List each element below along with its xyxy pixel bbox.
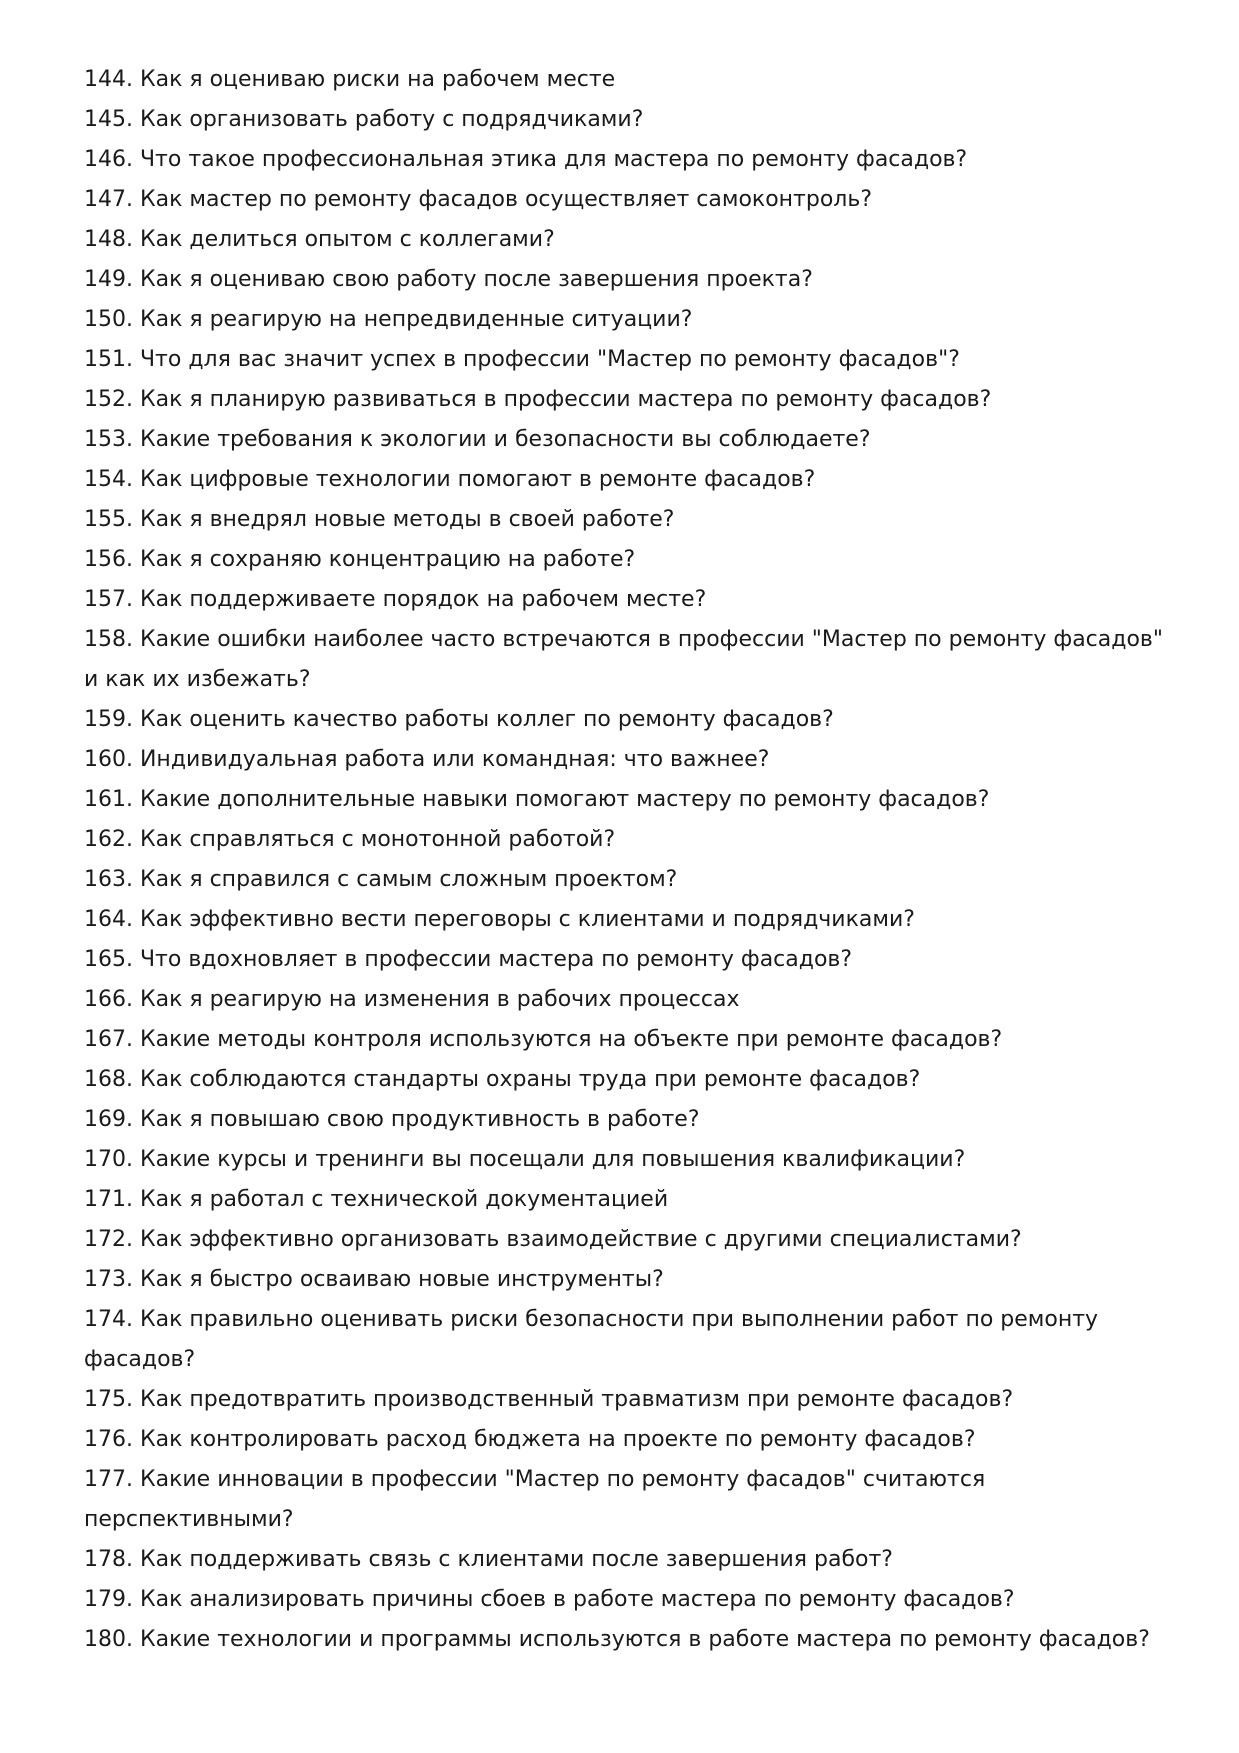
- question-item: 178. Как поддерживать связь с клиентами после завершения работ?: [84, 1547, 893, 1572]
- question-item: 171. Как я работал с технической документацией: [84, 1187, 669, 1212]
- question-item: 156. Как я сохраняю концентрацию на работе?: [84, 547, 636, 572]
- question-item: 148. Как делиться опытом с коллегами?: [84, 227, 555, 252]
- question-item: 149. Как я оцениваю свою работу после завершения проекта?: [84, 267, 813, 292]
- question-item: 151. Что для вас значит успех в профессии "Мастер по ремонту фасадов"?: [84, 347, 960, 372]
- question-item: 147. Как мастер по ремонту фасадов осуществляет самоконтроль?: [84, 187, 873, 212]
- question-item: 169. Как я повышаю свою продуктивность в работе?: [84, 1107, 700, 1132]
- question-item: 163. Как я справился с самым сложным проектом?: [84, 867, 678, 892]
- question-item: 160. Индивидуальная работа или командная: что важнее?: [84, 747, 770, 772]
- question-item: 174. Как правильно оценивать риски безопасности при выполнении работ по ремонту фасадов?: [84, 1307, 1099, 1372]
- question-item: 177. Какие инновации в профессии "Мастер по ремонту фасадов" считаются перспективными?: [84, 1467, 986, 1532]
- question-item: 153. Какие требования к экологии и безопасности вы соблюдаете?: [84, 427, 871, 452]
- question-item: 176. Как контролировать расход бюджета на проекте по ремонту фасадов?: [84, 1427, 976, 1452]
- question-item: 146. Что такое профессиональная этика для мастера по ремонту фасадов?: [84, 147, 968, 172]
- question-item: 167. Какие методы контроля используются на объекте при ремонте фасадов?: [84, 1027, 1003, 1052]
- question-item: 150. Как я реагирую на непредвиденные ситуации?: [84, 307, 693, 332]
- question-item: 162. Как справляться с монотонной работой?: [84, 827, 616, 852]
- question-item: 144. Как я оцениваю риски на рабочем месте: [84, 67, 616, 92]
- question-item: 145. Как организовать работу с подрядчиками?: [84, 107, 644, 132]
- question-item: 157. Как поддерживаете порядок на рабочем месте?: [84, 587, 707, 612]
- question-item: 172. Как эффективно организовать взаимодействие с другими специалистами?: [84, 1227, 1022, 1252]
- question-item: 164. Как эффективно вести переговоры с клиентами и подрядчиками?: [84, 907, 915, 932]
- question-item: 180. Какие технологии и программы используются в работе мастера по ремонту фасадов?: [84, 1627, 1150, 1652]
- question-item: 168. Как соблюдаются стандарты охраны труда при ремонте фасадов?: [84, 1067, 921, 1092]
- question-item: 173. Как я быстро осваиваю новые инструменты?: [84, 1267, 664, 1292]
- question-item: 170. Какие курсы и тренинги вы посещали для повышения квалификации?: [84, 1147, 966, 1172]
- question-item: 165. Что вдохновляет в профессии мастера по ремонту фасадов?: [84, 947, 853, 972]
- question-item: 152. Как я планирую развиваться в профессии мастера по ремонту фасадов?: [84, 387, 992, 412]
- question-item: 155. Как я внедрял новые методы в своей работе?: [84, 507, 675, 532]
- question-item: 166. Как я реагирую на изменения в рабочих процессах: [84, 987, 740, 1012]
- question-item: 158. Какие ошибки наиболее часто встречаются в профессии "Мастер по ремонту фасадов" и как их избежать?: [84, 627, 1164, 692]
- question-item: 159. Как оценить качество работы коллег по ремонту фасадов?: [84, 707, 834, 732]
- question-item: 154. Как цифровые технологии помогают в ремонте фасадов?: [84, 467, 816, 492]
- question-item: 175. Как предотвратить производственный травматизм при ремонте фасадов?: [84, 1387, 1014, 1412]
- question-item: 161. Какие дополнительные навыки помогают мастеру по ремонту фасадов?: [84, 787, 990, 812]
- question-item: 179. Как анализировать причины сбоев в работе мастера по ремонту фасадов?: [84, 1587, 1015, 1612]
- question-list: [84, 60, 1174, 1660]
